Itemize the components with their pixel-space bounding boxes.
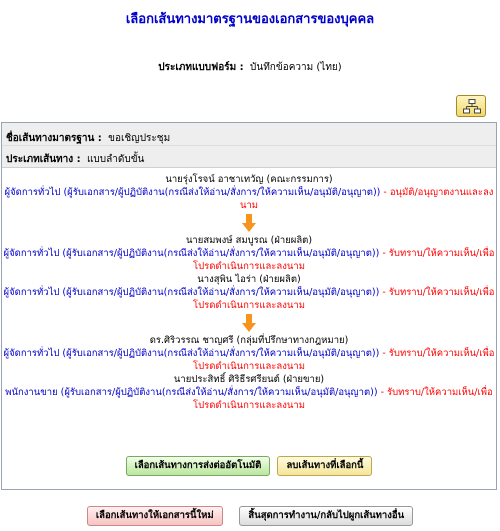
route-step	[2, 234, 496, 312]
route-name-row	[6, 131, 170, 146]
route-type-value: แบบลำดับขั้น	[86, 154, 145, 165]
form-type-label: ประเภทแบบฟอร์ม :	[158, 62, 244, 73]
person-detail	[2, 347, 496, 373]
person-action: - รับทราบ/ให้ความเห็น/เพื่อโปรดดำเนินการและลงนาม	[193, 248, 495, 272]
route-step	[2, 334, 496, 412]
route-type-row	[6, 152, 144, 167]
route-name-value: ขอเชิญประชุม	[108, 133, 171, 144]
person-action: - รับทราบ/ให้ความเห็น/เพื่อโปรดดำเนินการและลงนาม	[193, 387, 493, 411]
page-title: เลือกเส้นทางมาตรฐานของเอกสารของบุคคล	[125, 12, 375, 27]
route-actions	[2, 456, 496, 476]
route-step	[2, 173, 496, 212]
person-name: นายสมพงษ์ สมบูรณ (ฝ่ายผลิต)	[185, 235, 313, 246]
org-chart-icon	[463, 99, 481, 114]
route-name-label: ชื่อเส้นทางมาตรฐาน :	[6, 133, 102, 144]
person-action: - รับทราบ/ให้ความเห็น/เพื่อโปรดดำเนินการและลงนาม	[193, 287, 495, 311]
form-type-value: บันทึกข้อความ (ไทย)	[250, 62, 342, 73]
form-type	[0, 60, 500, 75]
person-name: ดร.ศิริวรรณ ชาญศรี (กลุ่มที่ปรึกษาทางกฎหมาย)	[149, 335, 349, 346]
new-route-button[interactable]: เลือกเส้นทางให้เอกสารนี้ใหม่	[87, 506, 223, 526]
route-flow	[2, 173, 496, 412]
person-name: นางสุพิน ไอร่า (ฝ่ายผลิต)	[197, 274, 301, 285]
route-panel	[1, 122, 497, 490]
person-name: นายรุ่งโรจน์ อาชาเทวัญ (คณะกรรมการ)	[165, 174, 333, 185]
person-roles: ผู้จัดการทั่วไป (ผู้รับเอกสาร/ผู้ปฏิบัติงาน(กรณีส่งให้อ่าน/สั่งการ/ให้ความเห็น/อนุมัติ/อนุญาต))	[3, 348, 380, 359]
person-roles: พนักงานขาย (ผู้รับเอกสาร/ผู้ปฏิบัติงาน(กรณีส่งให้อ่าน/สั่งการ/ให้ความเห็น/อนุมัติ/อนุญาต))	[5, 387, 378, 398]
divider	[2, 145, 496, 146]
person-detail	[2, 286, 496, 312]
page-actions	[0, 506, 500, 526]
person-roles: ผู้จัดการทั่วไป (ผู้รับเอกสาร/ผู้ปฏิบัติงาน(กรณีส่งให้อ่าน/สั่งการ/ให้ความเห็น/อนุมัติ/อนุญาต))	[3, 287, 380, 298]
down-arrow-icon	[2, 212, 496, 234]
org-chart-button[interactable]	[456, 95, 486, 117]
person-roles: ผู้จัดการทั่วไป (ผู้รับเอกสาร/ผู้ปฏิบัติงาน(กรณีส่งให้อ่าน/สั่งการ/ให้ความเห็น/อนุมัติ/อนุญาต))	[3, 248, 380, 259]
person-roles: ผู้จัดการทั่วไป (ผู้รับเอกสาร/ผู้ปฏิบัติงาน(กรณีส่งให้อ่าน/สั่งการ/ให้ความเห็น/อนุมัติ/อนุญาต))	[4, 187, 381, 198]
person-action: - รับทราบ/ให้ความเห็น/เพื่อโปรดดำเนินการและลงนาม	[193, 348, 495, 372]
delete-route-button[interactable]: ลบเส้นทางที่เลือกนี้	[277, 456, 372, 476]
person-detail	[2, 247, 496, 273]
person-name: นายประสิทธิ์ ศิริธีรศรียนต์ (ฝ่ายขาย)	[173, 374, 325, 385]
person-detail	[2, 186, 496, 212]
route-header	[2, 123, 496, 168]
person-detail	[2, 386, 496, 412]
down-arrow-icon	[2, 312, 496, 334]
route-type-label: ประเภทเส้นทาง :	[6, 154, 81, 165]
auto-send-button[interactable]: เลือกเส้นทางการส่งต่ออัตโนมัติ	[126, 456, 271, 476]
person-action: - อนุมัติ/อนุญาตงานและลงนาม	[239, 187, 494, 211]
finish-back-button[interactable]: สิ้นสุดการทำงาน/กลับไปผูกเส้นทางอื่น	[239, 506, 413, 526]
